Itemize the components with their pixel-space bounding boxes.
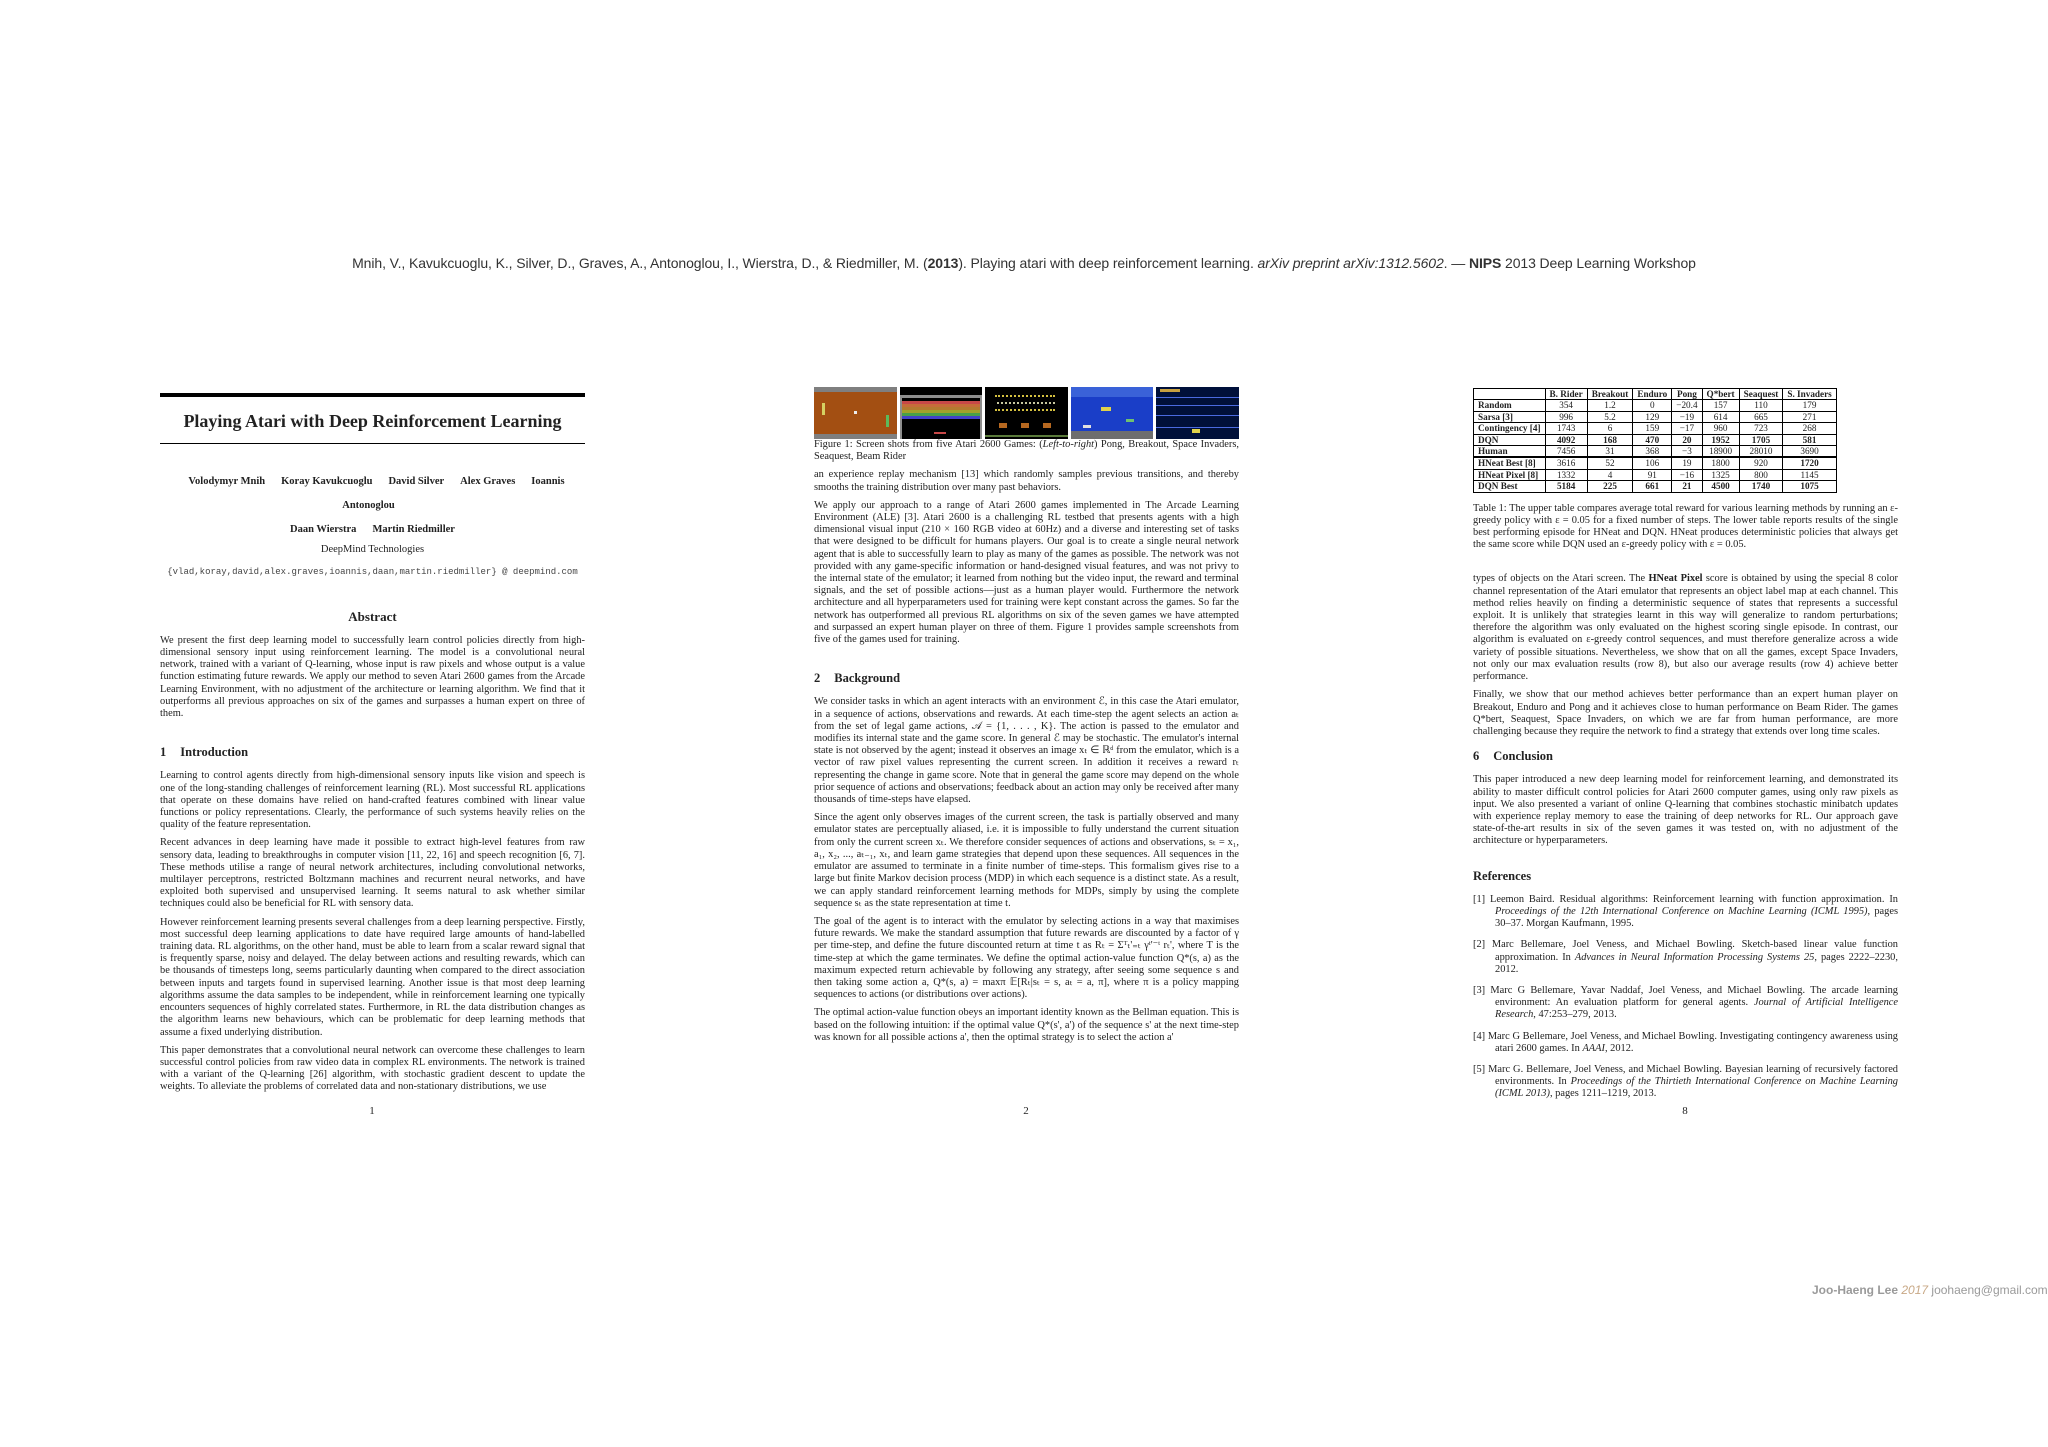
table-cell: 4092: [1545, 434, 1587, 445]
table-cell: 179: [1783, 400, 1836, 411]
paragraph: However reinforcement learning presents several challenges from a deep learning perspective. Firstly, most successful deep learning applications to date have required large amounts of hand-labelled training data. RL algorithms, on the other hand, must be able to learn from a scalar reward signal that is frequently sparse, noisy and delayed. The delay between actions and resulting rewards, which can be thousands of timesteps long, seems particularly daunting when compared to the direct association between inputs and targets found in supervised learning. Another issue is that most deep learning algorithms assume the data samples to be independent, while in reinforcement learning one typically encounters sequences of highly correlated states. Furthermore, in RL the data distribution changes as the algorithm learns new behaviours, which can be problematic for deep learning methods that assume a fixed underlying distribution.: [160, 916, 585, 1038]
table-cell: 225: [1587, 481, 1633, 492]
paragraph: Recent advances in deep learning have made it possible to extract high-level features from raw sensory data, leading to breakthroughs in computer vision [11, 22, 16] and speech recognition [6, 7]. These methods utilise a range of neural network architectures, including convolutional networks, multilayer perceptrons, restricted Boltzmann machines and recurrent neural networks, and have exploited both supervised and unsupervised learning. It seems natural to ask whether similar techniques could also be beneficial for RL with sensory data.: [160, 837, 585, 910]
author-name: Koray Kavukcuoglu: [281, 476, 373, 488]
table-cell: −19: [1672, 411, 1702, 422]
table-cell: 52: [1587, 457, 1633, 469]
footer-email: joohaeng@gmail.com: [1931, 1283, 2048, 1297]
table-cell: 5.2: [1587, 411, 1633, 422]
table-header-cell: Seaquest: [1739, 389, 1783, 400]
table-header-cell: Breakout: [1587, 389, 1633, 400]
table-cell: 19: [1672, 457, 1702, 469]
author-name: Ioannis Antonoglou: [342, 476, 565, 512]
table-row: [1474, 457, 1837, 469]
table-cell: 157: [1702, 400, 1739, 411]
table-cell: 665: [1739, 411, 1783, 422]
table-cell: 1740: [1739, 481, 1783, 492]
table-cell: 581: [1783, 434, 1836, 445]
author-name: Volodymyr Mnih: [188, 476, 266, 488]
table-row-label: Sarsa [3]: [1474, 411, 1546, 422]
seaquest-screenshot: [1071, 387, 1154, 439]
table-cell: 470: [1633, 434, 1672, 445]
section-heading-introduction: 1 Introduction: [160, 745, 249, 760]
table-cell: 0: [1633, 400, 1672, 411]
reference-item: [3] Marc G Bellemare, Yavar Naddaf, Joel Veness, and Michael Bowling. The arcade learning environment: An evaluation platform for general agents. Journal of Artificial Intelligence Research, 47:253–279, 2013.: [1473, 984, 1898, 1021]
figure-caption: Figure 1: Screen shots from five Atari 2600 Games: (Left-to-right) Pong, Breakout, Space Invaders, Seaquest, Beam Rider: [814, 439, 1239, 463]
reference-item: [1] Leemon Baird. Residual algorithms: Reinforcement learning with function approximation. In Proceedings of the 12th International Conference on Machine Learning (ICML 1995), pages 30–37. Morgan Kaufmann, 1995.: [1473, 893, 1898, 930]
page-number-1: 1: [369, 1105, 375, 1117]
section-heading-conclusion: 6 Conclusion: [1473, 749, 1553, 764]
paragraph: We consider tasks in which an agent interacts with an environment ℰ, in this case the Atari emulator, in a sequence of actions, observations and rewards. At each time-step the agent selects an action aₜ from the set of legal game actions, 𝒜 = {1, . . . , K}. The action is passed to the emulator and modifies its internal state and the game score. In general ℰ may be stochastic. The emulator's internal state is not observed by the agent; instead it observes an image xₜ ∈ ℝᵈ from the emulator, which is a vector of raw pixel values representing the current screen. In addition it receives a reward rₜ representing the change in game score. Note that in general the game score may depend on the whole prior sequence of actions and observations; feedback about an action may only be received after many thousands of time-steps have elapsed.: [814, 696, 1239, 806]
paragraph: We apply our approach to a range of Atari 2600 games implemented in The Arcade Learning Environment (ALE) [3]. Atari 2600 is a challenging RL testbed that presents agents with a high dimensional visual input (210 × 160 RGB video at 60Hz) and a diverse and interesting set of tasks that were designed to be difficult for humans players. Our goal is to create a single neural network agent that is able to successfully learn to play as many of the games as possible. The network was not provided with any game-specific information or hand-designed visual features, and was not privy to the internal state of the emulator; it learned from nothing but the video input, the reward and terminal signals, and the set of possible actions—just as a human player would. Furthermore the network architecture and all hyperparameters used for training were kept constant across the games. So far the network has outperformed all previous RL algorithms on six of the seven games we have attempted and surpassed an expert human player on three of them. Figure 1 provides sample screenshots from five of the games used for training.: [814, 499, 1239, 646]
table-row: [1474, 411, 1837, 422]
table-cell: 7456: [1545, 446, 1587, 458]
table-cell: 6: [1587, 423, 1633, 434]
reference-item: [4] Marc G Bellemare, Joel Veness, and Michael Bowling. Investigating contingency awareness using atari 2600 games. In AAAI, 2012.: [1473, 1030, 1898, 1054]
table-caption: Table 1: The upper table compares average total reward for various learning methods by running an ε-greedy policy with ε = 0.05 for a fixed number of steps. The lower table reports results of the single best performing episode for HNeat and DQN. HNeat produces deterministic policies that always get the same score while DQN used an ε-greedy policy with ε = 0.05.: [1473, 502, 1898, 551]
abstract-heading: Abstract: [348, 608, 397, 624]
page-number-2: 2: [1023, 1105, 1029, 1117]
paragraph: an experience replay mechanism [13] which randomly samples previous transitions, and thereby smooths the training distribution over many past behaviors.: [814, 469, 1239, 493]
affiliation: DeepMind Technologies: [320, 544, 425, 556]
table-cell: 368: [1633, 446, 1672, 458]
table-cell: −20.4: [1672, 400, 1702, 411]
citation-venue: arXiv preprint arXiv:1312.5602: [1257, 255, 1444, 271]
table-row: [1474, 446, 1837, 458]
author-emails: {vlad,koray,david,alex.graves,ioannis,daan,martin.riedmiller} @ deepmind.com: [167, 567, 578, 578]
paper-title: Playing Atari with Deep Reinforcement Learning: [183, 411, 562, 431]
table-header-cell: Enduro: [1633, 389, 1672, 400]
table-row: [1474, 469, 1837, 480]
pong-screenshot: [814, 387, 897, 439]
table-cell: 4: [1587, 469, 1633, 480]
table-cell: 91: [1633, 469, 1672, 480]
table-cell: 20: [1672, 434, 1702, 445]
table-cell: 800: [1739, 469, 1783, 480]
author-name: Daan Wierstra: [290, 524, 357, 536]
table-cell: 28010: [1739, 446, 1783, 458]
table-cell: 1720: [1783, 457, 1836, 469]
paragraph: Since the agent only observes images of the current screen, the task is partially observed and many emulator states are perceptually aliased, i.e. it is impossible to fully understand the current situation from only the current screen xₜ. We therefore consider sequences of actions and observations, sₜ = x₁, a₁, x₂, ..., aₜ₋₁, xₜ, and learn game strategies that depend upon these sequences. All sequences in the emulator are assumed to terminate in a finite number of time-steps. This formalism gives rise to a large but finite Markov decision process (MDP) in which each sequence is a distinct state. As a result, we can apply standard reinforcement learning methods for MDPs, simply by using the complete sequence sₜ as the state representation at time t.: [814, 812, 1239, 909]
section-heading-background: 2 Background: [814, 671, 901, 686]
table-cell: 354: [1545, 400, 1587, 411]
table-row-label: Contingency [4]: [1474, 423, 1546, 434]
table-cell: 3690: [1783, 446, 1836, 458]
table-cell: 106: [1633, 457, 1672, 469]
table-cell: 661: [1633, 481, 1672, 492]
reference-item: [2] Marc Bellemare, Joel Veness, and Michael Bowling. Sketch-based linear value function approximation. In Advances in Neural Information Processing Systems 25, pages 2222–2230, 2012.: [1473, 939, 1898, 975]
beam-rider-screenshot: [1156, 387, 1239, 439]
table-cell: 1332: [1545, 469, 1587, 480]
table-row-label: DQN: [1474, 434, 1546, 445]
table-header-cell: B. Rider: [1545, 389, 1587, 400]
table-cell: 4500: [1702, 481, 1739, 492]
table-cell: −3: [1672, 446, 1702, 458]
table-cell: 18900: [1702, 446, 1739, 458]
paper-page-8: [1473, 385, 1898, 1110]
table-cell: 1743: [1545, 423, 1587, 434]
table-row-label: DQN Best: [1474, 481, 1546, 492]
authors-line-2: [160, 518, 585, 542]
table-cell: 168: [1587, 434, 1633, 445]
table-row: [1474, 400, 1837, 411]
table-cell: 110: [1739, 400, 1783, 411]
paper-page-2: [814, 385, 1239, 1050]
author-name: Martin Riedmiller: [372, 524, 455, 536]
table-cell: 1075: [1783, 481, 1836, 492]
citation-header: Mnih, V., Kavukcuoglu, K., Silver, D., Graves, A., Antonoglou, I., Wierstra, D., & Riedmiller, M. (2013). Playing atari with deep reinforcement learning. arXiv preprint arXiv:1312.5602. — NIPS 2013 Deep Learning Workshop: [352, 255, 1696, 271]
table-cell: 996: [1545, 411, 1587, 422]
paragraph: The goal of the agent is to interact with the emulator by selecting actions in a way that maximises future rewards. We make the standard assumption that future rewards are discounted by a factor of γ per time-step, and define the future discounted return at time t as Rₜ = Σᵀₜ'₌ₜ γᵗ'⁻ᵗ rₜ', where T is the time-step at which the game terminates. We define the optimal action-value function Q*(s, a) as the maximum expected return achievable by following any strategy, after seeing some sequence s and then taking some action a, Q*(s, a) = maxπ 𝔼[Rₜ|sₜ = s, aₜ = a, π], where π is a policy mapping sequences to actions (or distributions over actions).: [814, 915, 1239, 1001]
table-cell: 271: [1783, 411, 1836, 422]
table-cell: 159: [1633, 423, 1672, 434]
table-cell: 3616: [1545, 457, 1587, 469]
table-cell: 1325: [1702, 469, 1739, 480]
paragraph: Finally, we show that our method achieves better performance than an expert human player on Breakout, Enduro and Pong and it achieves close to human performance on Beam Rider. The games Q*bert, Seaquest, Space Invaders, on which we are far from human performance, are more challenging because they require the network to find a strategy that extends over long time scales.: [1473, 689, 1898, 737]
table-header-cell: [1474, 389, 1546, 400]
table-row: [1474, 434, 1837, 445]
table-header-cell: S. Invaders: [1783, 389, 1836, 400]
table-body: [1474, 400, 1837, 492]
table-row-label: HNeat Pixel [8]: [1474, 469, 1546, 480]
table-cell: 5184: [1545, 481, 1587, 492]
authors-line-1: [160, 470, 585, 518]
table-cell: 614: [1702, 411, 1739, 422]
table-row: [1474, 423, 1837, 434]
footer-credit: Joo-Haeng Lee 2017 joohaeng@gmail.com: [1812, 1283, 2048, 1297]
table-cell: 1952: [1702, 434, 1739, 445]
paragraph: This paper introduced a new deep learning model for reinforcement learning, and demonstrated its ability to master difficult control policies for Atari 2600 computer games, using only raw pixels as input. We also presented a variant of online Q-learning that combines stochastic minibatch updates with experience replay memory to ease the training of deep networks for RL. Our approach gave state-of-the-art results in six of the seven games it was tested on, with no adjustment of the architecture or hyperparameters.: [1473, 774, 1898, 847]
table-cell: 129: [1633, 411, 1672, 422]
table-cell: 1.2: [1587, 400, 1633, 411]
table-cell: 960: [1702, 423, 1739, 434]
table-cell: −17: [1672, 423, 1702, 434]
author-name: David Silver: [388, 476, 445, 488]
author-list: [160, 470, 585, 542]
page-number-8: 8: [1682, 1105, 1688, 1117]
table-row: [1474, 481, 1837, 492]
space-invaders-screenshot: [985, 387, 1068, 439]
paragraph: Learning to control agents directly from high-dimensional sensory inputs like vision and speech is one of the long-standing challenges of reinforcement learning (RL). Most successful RL applications that operate on these domains have relied on hand-crafted features combined with linear value functions or policy representations. Clearly, the performance of such systems heavily relies on the quality of the feature representation.: [160, 770, 585, 831]
table-cell: 268: [1783, 423, 1836, 434]
paragraph: types of objects on the Atari screen. The HNeat Pixel score is obtained by using the special 8 color channel representation of the Atari emulator that represents an object label map at each channel. This method relies heavily on finding a deterministic sequence of states that represents a successful exploit. It is unlikely that strategies learnt in this way will generalize to random perturbations; therefore the algorithm was only evaluated on the highest scoring single episode. In contrast, our algorithm is evaluated on ε-greedy control sequences, and must therefore generalize across a wide variety of possible situations. Nevertheless, we show that on all the games, except Space Invaders, not only our max evaluation results (row 8), but also our average results (row 4) achieve better performance.: [1473, 573, 1898, 683]
reference-list: [1473, 894, 1898, 1101]
table-row-label: Human: [1474, 446, 1546, 458]
results-table: [1473, 388, 1837, 493]
citation-year: 2013: [927, 255, 959, 271]
paper-page-1: [160, 385, 585, 1100]
table-cell: 1145: [1783, 469, 1836, 480]
reference-item: [5] Marc G. Bellemare, Joel Veness, and Michael Bowling. Bayesian learning of recursively factored environments. In Proceedings of the Thirtieth International Conference on Machine Learning (ICML 2013), pages 1211–1219, 2013.: [1473, 1063, 1898, 1100]
section-heading-references: References: [1473, 868, 1532, 883]
table-cell: −16: [1672, 469, 1702, 480]
table-header-cell: Pong: [1672, 389, 1702, 400]
table-cell: 1705: [1739, 434, 1783, 445]
table-row-label: HNeat Best [8]: [1474, 457, 1546, 469]
title-rule-bottom: [160, 443, 585, 444]
table-cell: 723: [1739, 423, 1783, 434]
abstract-text: We present the first deep learning model to successfully learn control policies directly from high-dimensional sensory input using reinforcement learning. The model is a convolutional neural network, trained with a variant of Q-learning, whose input is raw pixels and whose output is a value function estimating future rewards. We apply our method to seven Atari 2600 games from the Arcade Learning Environment, with no adjustment of the architecture or learning algorithm. We find that it outperforms all previous approaches on six of the games and surpasses a human expert on three of them.: [160, 634, 585, 720]
table-cell: 21: [1672, 481, 1702, 492]
table-cell: 1800: [1702, 457, 1739, 469]
table-header-cell: Q*bert: [1702, 389, 1739, 400]
citation-conf: NIPS: [1468, 255, 1502, 271]
breakout-screenshot: [900, 387, 983, 439]
paragraph: The optimal action-value function obeys an important identity known as the Bellman equation. This is based on the following intuition: if the optimal value Q*(s', a') of the sequence s' at the next time-step was known for all possible actions a', then the optimal strategy is to select the action a': [814, 1007, 1239, 1043]
table-row-label: Random: [1474, 400, 1546, 411]
author-name: Alex Graves: [460, 476, 516, 488]
atari-screenshots: [814, 387, 1239, 439]
table-cell: 920: [1739, 457, 1783, 469]
table-header-row: [1474, 389, 1837, 400]
table-cell: 31: [1587, 446, 1633, 458]
paragraph: This paper demonstrates that a convolutional neural network can overcome these challenges to learn successful control policies from raw video data in complex RL environments. The network is trained with a variant of the Q-learning [26] algorithm, with stochastic gradient descent to update the weights. To alleviate the problems of correlated data and non-stationary distributions, we use: [160, 1044, 585, 1093]
